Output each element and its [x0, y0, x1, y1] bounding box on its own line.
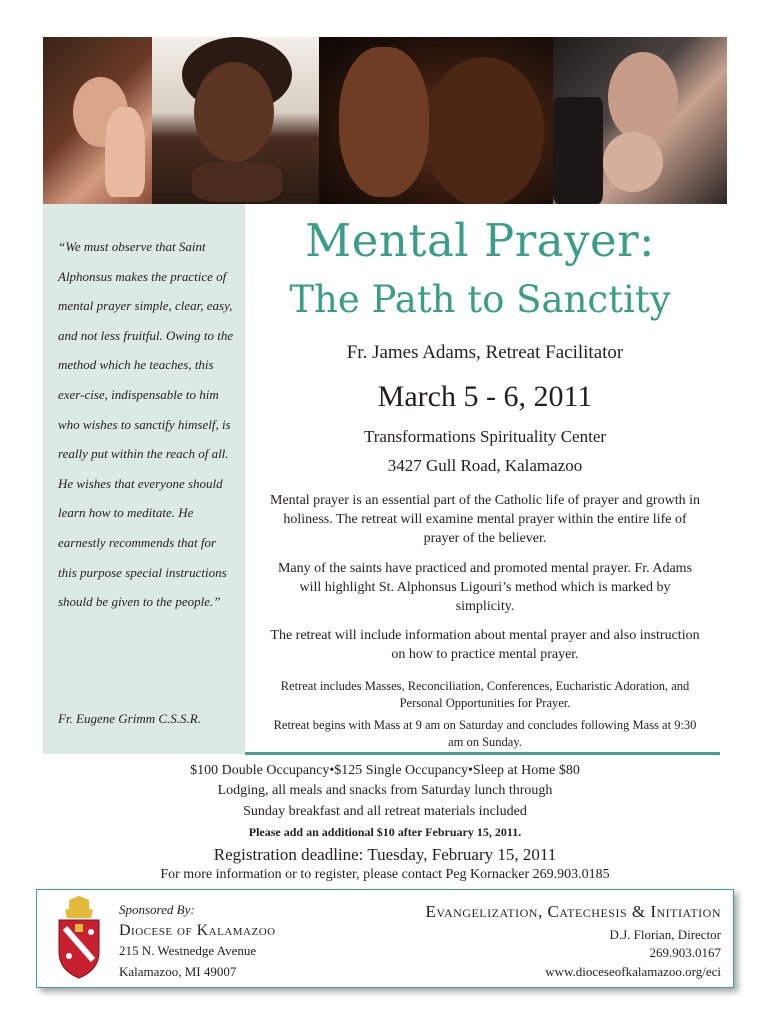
description-paragraph-4: Retreat includes Masses, Reconciliation, Conferences, Eucharistic Adoration, and Personal Opportunities for Prayer.: [280, 679, 690, 710]
quote-panel: [43, 204, 245, 754]
sponsor-label: Sponsored By:: [119, 902, 195, 917]
late-fee-notice: Please add an additional $10 after February 15, 2011.: [248, 825, 522, 839]
event-facilitator: Fr. James Adams, Retreat Facilitator: [346, 342, 624, 363]
quote-author: Fr. Eugene Grimm C.S.S.R.: [58, 711, 201, 726]
photo-man-hand-on-head: [319, 37, 553, 204]
photo-older-man-praying: [553, 37, 727, 204]
contact-info: For more information or to register, please contact Peg Kornacker 269.903.0185: [160, 867, 610, 882]
office-director: D.J. Florian, Director: [609, 927, 721, 942]
registration-deadline: Registration deadline: Tuesday, February 15, 2011: [213, 845, 557, 864]
photo-young-woman: [152, 37, 319, 204]
event-title-line1: Mental Prayer:: [305, 214, 655, 267]
description-paragraph-3: The retreat will include information about mental prayer and also instruction on how to practice mental prayer.: [270, 628, 700, 662]
sponsor-box: [36, 889, 734, 988]
event-title-line2: The Path to Sanctity: [289, 278, 671, 321]
sponsor-address-line1: 215 N. Westnedge Avenue: [119, 943, 257, 958]
quote-text: “We must observe that Saint Alphonsus makes the practice of mental prayer simple, clear, easy, and not less fruitful. Owing to the method which he teaches, this exer-cise, indispensable to him who wishes to sanctify himself, is really put within the reach of all. He wishes that everyone should learn how to meditate. He earnestly recommends that for this purpose special instructions should be given to the people.”: [58, 239, 234, 610]
office-phone: 269.903.0167: [649, 945, 721, 960]
description-paragraph-1: Mental prayer is an essential part of the Catholic life of prayer and growth in holiness. The retreat will examine mental prayer within the entire life of prayer of the believer.: [270, 493, 700, 546]
description-paragraph-2: Many of the saints have practiced and promoted mental prayer. Fr. Adams will highlight St. Alphonsus Ligouri’s method which is marked by simplicity.: [277, 561, 693, 614]
header-photo-strip: [43, 37, 727, 204]
event-venue: Transformations Spirituality Center: [363, 427, 607, 446]
office-name: Evangelization, Catechesis & Initiation: [425, 902, 721, 921]
sponsor-name: Diocese of Kalamazoo: [119, 922, 276, 939]
description-paragraph-5: Retreat begins with Mass at 9 am on Saturday and concludes following Mass at 9:30 am on Sunday.: [273, 718, 697, 749]
sponsor-address-line2: Kalamazoo, MI 49007: [119, 964, 237, 979]
event-dates: March 5 - 6, 2011: [377, 380, 593, 413]
pricing-line: $100 Double Occupancy•$125 Single Occupancy•Sleep at Home $80: [190, 763, 580, 778]
inclusions-line-1: Lodging, all meals and snacks from Saturday lunch through: [217, 783, 553, 798]
divider-rule: [245, 752, 720, 755]
office-website[interactable]: www.dioceseofkalamazoo.org/eci: [545, 964, 721, 979]
inclusions-line-2: Sunday breakfast and all retreat materials included: [243, 804, 527, 819]
photo-woman-praying: [43, 37, 152, 204]
diocese-crest-icon: [51, 896, 107, 980]
event-address: 3427 Gull Road, Kalamazoo: [387, 456, 583, 475]
